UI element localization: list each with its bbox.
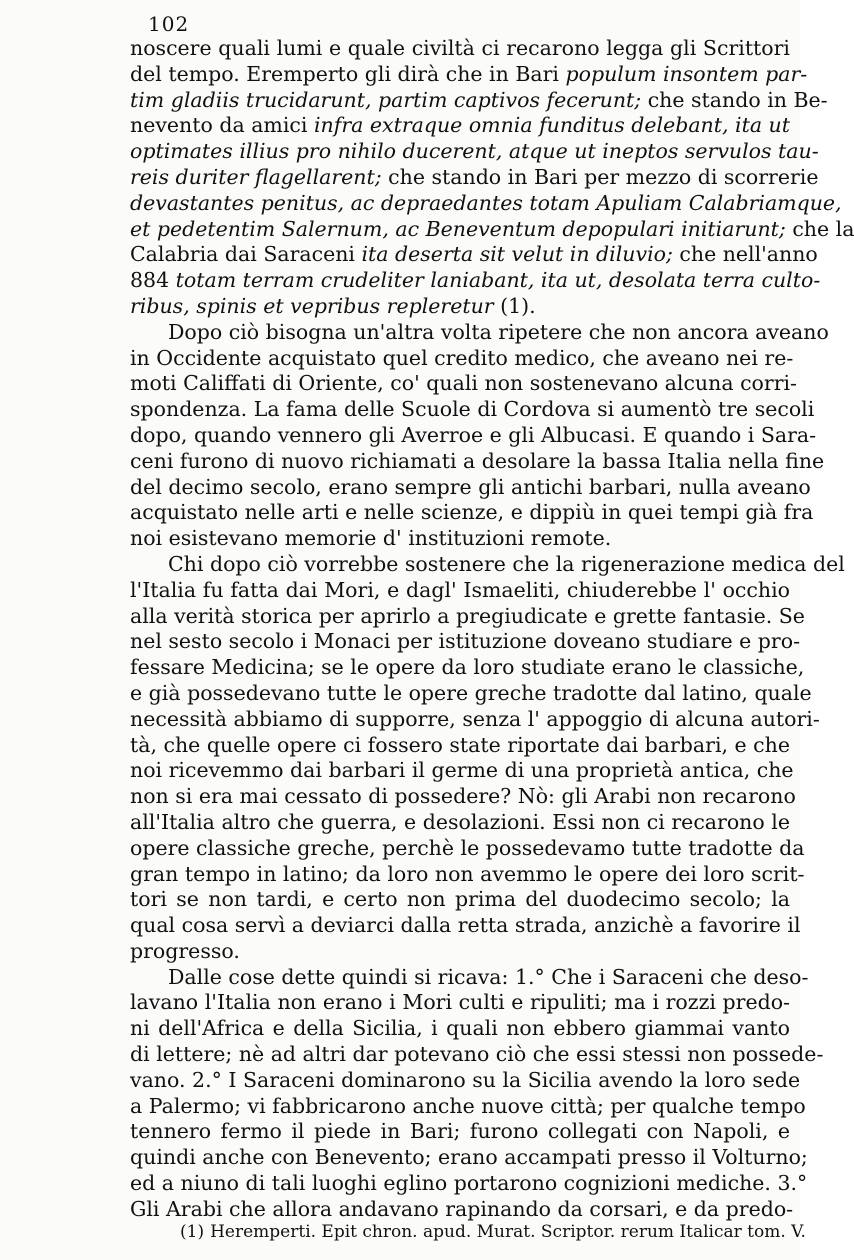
text-segment: dopo, quando vennero gli Averroe e gli Albucasi. E quando i Sara-: [130, 422, 817, 447]
text-line: [130, 242, 818, 268]
text-segment: nevento da amici: [130, 113, 314, 138]
page-number: 102: [148, 12, 190, 36]
latin-quote: et pedetentim Salernum, ac Beneventum depopulari initiarunt;: [130, 216, 786, 241]
text-line: [130, 835, 805, 862]
body-text: [130, 36, 854, 1223]
text-line: [130, 474, 811, 501]
text-segment: opere classiche greche, perchè le possedevamo tutte tradotte da: [130, 835, 805, 860]
text-segment: che stando in Bari per mezzo di scorrerie: [381, 164, 819, 189]
text-line: [130, 448, 825, 475]
text-line: [130, 500, 814, 526]
latin-quote: ribus, spinis et vepribus repleretur: [130, 293, 494, 318]
footnote-mark: (1): [180, 1222, 205, 1242]
text-line: [130, 810, 790, 836]
text-segment: noscere quali lumi e quale civiltà ci recarono legga gli Scrittori: [130, 36, 790, 60]
text-segment: a Palermo; vi fabbricarono anche nuove città; per qualche tempo: [130, 1093, 806, 1118]
text-segment: spondenza. La fama delle Scuole di Cordova si aumentò tre secoli: [130, 397, 815, 422]
text-line: [130, 1016, 790, 1042]
latin-quote: reis duriter flagellarent;: [130, 164, 382, 189]
text-segment: ed a niuno di tali luoghi eglino portarono cognizioni mediche. 3.°: [130, 1171, 808, 1196]
text-line: [130, 578, 790, 604]
text-segment: acquistato nelle arti e nelle scienze, e dippiù in quei tempi già fra: [130, 500, 814, 525]
text-segment: Calabria dai Saraceni: [130, 242, 362, 267]
text-segment: l'Italia fu fatta dai Mori, e dagl' Ismaeliti, chiuderebbe l' occhio: [130, 577, 790, 602]
text-line: [130, 913, 801, 939]
text-segment: che stando in Be-: [641, 87, 828, 112]
text-segment: necessità abbiamo di supporre, senza l' appoggio di alcuna autori-: [130, 706, 820, 731]
text-segment: lavano l'Italia non erano i Mori culti e ripuliti; ma i rozzi predo-: [130, 990, 790, 1015]
text-line: [130, 371, 797, 397]
latin-quote: populum insontem par-: [565, 61, 808, 86]
text-segment: alla verità storica per aprirlo a pregiudicate e grette fantasie. Se: [130, 603, 805, 628]
text-line: [130, 1093, 806, 1120]
text-segment: progresso.: [130, 938, 240, 963]
text-segment: di lettere; nè ad altri dar potevano ciò che essi stessi non possede-: [130, 1042, 824, 1067]
text-line: [130, 1145, 808, 1171]
text-segment: gran tempo in latino; da loro non avemmo le opere dei loro scrit-: [130, 861, 805, 886]
latin-quote: optimates illius pro nihilo ducerent, atque ut ineptos servulos tau-: [130, 139, 819, 164]
text-segment: Gli Arabi che allora andavano rapinando da corsari, e da predo-: [130, 1196, 794, 1221]
text-line: [130, 706, 820, 733]
text-line: [130, 113, 790, 139]
text-line: [130, 345, 794, 372]
text-line: [130, 733, 790, 759]
text-line: [130, 603, 805, 630]
text-segment: vano. 2.° I Saraceni dominarono su la Sicilia avendo la loro sede: [130, 1067, 801, 1092]
text-segment: ceni furono di nuovo richiamati a desolare la bassa Italia nella fine: [130, 448, 825, 473]
text-line: [130, 887, 790, 913]
text-segment: del tempo. Eremperto gli dirà che in Bari: [130, 61, 566, 86]
text-segment: Dopo ciò bisogna un'altra volta ripetere che non ancora aveano: [168, 319, 829, 344]
text-line: [130, 1042, 824, 1068]
text-segment: tennero fermo il piede in Bari; furono collegati con Napoli, e: [130, 1119, 790, 1144]
latin-quote: infra extraque omnia funditus delebant, ita ut: [314, 113, 790, 138]
latin-quote: totam terram crudeliter laniabant, ita ut, desolata terra culto-: [175, 268, 821, 293]
text-line: [130, 551, 845, 578]
text-segment: tà, che quelle opere ci fossero state riportate dai barbari, e che: [130, 732, 790, 757]
text-line: [130, 1119, 790, 1145]
text-segment: che nell'anno: [672, 242, 818, 267]
footnote: [180, 1222, 806, 1242]
text-line: [130, 939, 790, 965]
text-line: [130, 758, 794, 784]
text-line: [130, 861, 805, 888]
text-segment: 884: [130, 268, 176, 293]
text-line: [130, 61, 808, 88]
text-line: [130, 36, 790, 62]
text-segment: qual cosa servì a deviarci dalla retta strada, anzichè a favorire il: [130, 913, 801, 938]
text-segment: noi ricevemmo dai barbari il germe di una proprietà antica, che: [130, 758, 794, 783]
text-line: [130, 216, 854, 243]
text-line: [130, 964, 809, 991]
text-segment: moti Califfati di Oriente, co' quali non sostenevano alcuna corri-: [130, 371, 797, 396]
text-line: [130, 87, 828, 114]
text-segment: e già possedevano tutte le opere greche tradotte dal latino, quale: [130, 680, 812, 705]
text-line: [130, 422, 817, 449]
text-line: [130, 268, 821, 294]
text-segment: non si era mai cessato di possedere? Nò: gli Arabi non recarono: [130, 784, 796, 809]
text-segment: nel sesto secolo i Monaci per istituzione doveano studiare e pro-: [130, 629, 800, 654]
latin-quote: ita deserta sit velut in diluvio;: [361, 242, 673, 267]
text-line: [130, 655, 805, 681]
text-segment: che la: [785, 216, 854, 241]
text-line: [130, 164, 819, 191]
text-line: [130, 397, 815, 423]
text-segment: del decimo secolo, erano sempre gli antichi barbari, nulla aveano: [130, 474, 811, 499]
text-line: [130, 990, 790, 1016]
text-line: [130, 1067, 801, 1094]
text-segment: noi esistevano memorie d' instituzioni remote.: [130, 526, 612, 551]
text-line: [130, 1196, 794, 1223]
text-line: [130, 629, 800, 655]
footnote-text: Heremperti. Epit chron. apud. Murat. Scriptor. rerum Italicar tom. V.: [210, 1222, 806, 1242]
text-segment: fessare Medicina; se le opere da loro studiate erano le classiche,: [130, 655, 805, 680]
latin-quote: tim gladiis trucidarunt, partim captivos fecerunt;: [130, 87, 642, 112]
text-line: [130, 526, 790, 552]
text-segment: Dalle cose dette quindi si ricava: 1.° Che i Saraceni che deso-: [168, 964, 809, 989]
text-line: [130, 680, 812, 707]
text-segment: quindi anche con Benevento; erano accampati presso il Volturno;: [130, 1145, 808, 1170]
text-line: [130, 784, 796, 810]
text-line: [130, 1171, 808, 1197]
text-segment: (1).: [493, 293, 536, 318]
text-segment: ni dell'Africa e della Sicilia, i quali non ebbero giammai vanto: [130, 1016, 790, 1041]
text-line: [130, 294, 790, 320]
text-segment: tori se non tardi, e certo non prima del duodecimo secolo; la: [130, 887, 790, 912]
text-segment: all'Italia altro che guerra, e desolazioni. Essi non ci recarono le: [130, 809, 790, 834]
latin-quote: devastantes penitus, ac depraedantes totam Apuliam Calabriamque,: [130, 190, 842, 215]
text-line: [130, 190, 842, 217]
text-segment: Chi dopo ciò vorrebbe sostenere che la rigenerazione medica del: [168, 551, 845, 576]
text-line: [130, 319, 829, 346]
text-line: [130, 139, 819, 165]
text-segment: in Occidente acquistato quel credito medico, che aveano nei re-: [130, 345, 794, 370]
